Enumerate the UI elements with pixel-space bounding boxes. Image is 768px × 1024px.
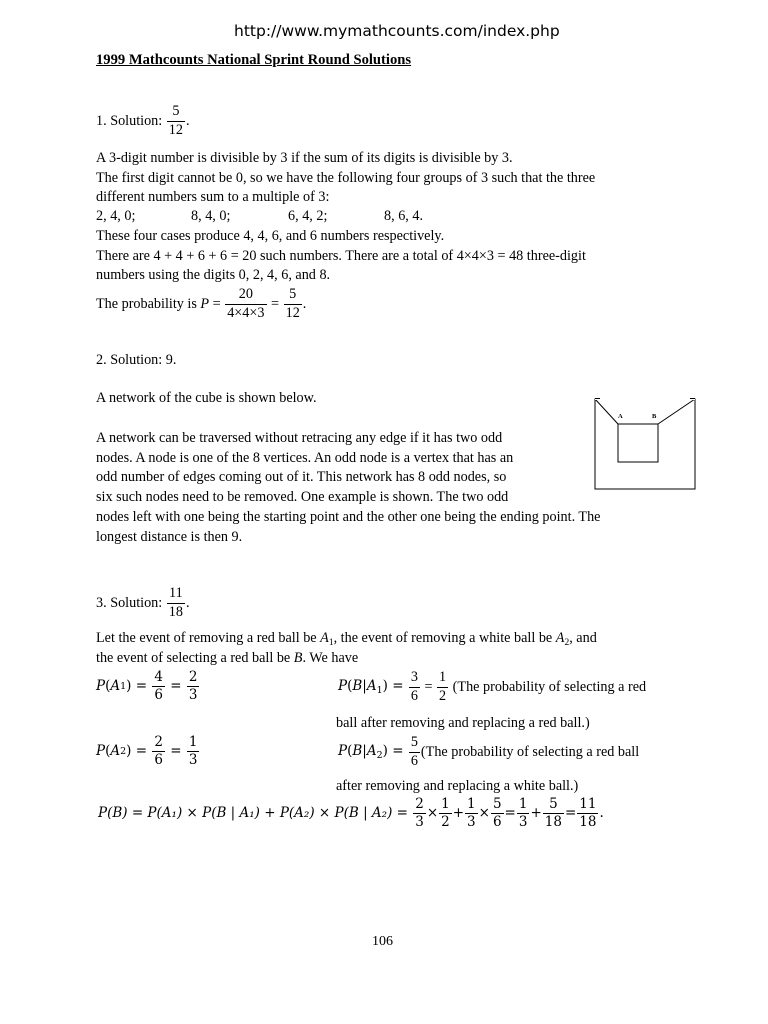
pa2-n2: 1: [188, 734, 198, 750]
p2-line-6: nodes left with one being the starting point and the other one being the ending point. The: [96, 509, 601, 525]
p1-P: P: [200, 295, 210, 312]
pa1-n2: 2: [188, 669, 198, 685]
edge-a-diagonal: [595, 399, 618, 424]
p1-f1-num: 20: [238, 286, 253, 302]
pa2-d1: 6: [154, 751, 163, 768]
pba2-B: B: [352, 743, 363, 760]
final-frac-6: [543, 797, 564, 830]
p3-ans-den: 18: [168, 603, 183, 620]
pba1-d2: 2: [439, 687, 447, 704]
pba1-d1: 6: [410, 687, 418, 704]
cube-network-diagram: [594, 398, 696, 490]
pba1-note: (The probability of selecting a red: [452, 678, 647, 695]
pba2-d: 6: [410, 752, 418, 769]
p2-line-7: longest distance is then 9.: [96, 529, 243, 545]
p3-final-equation: P(B) = P(A₁) × P(B | A₁) + P(A₂) × P(B | A₂) = $\frac{2}{3}$ × $\frac{1}{2}$ + $\frac{1}{3}$ × $\frac{5}{6}$ = $\frac{1}{3}$ + $\frac{5}{18}$ = $\frac{11}{18}$ .: [98, 796, 604, 830]
p3-answer-fraction: [167, 586, 185, 620]
final-frac-2: [439, 797, 452, 830]
pa2-A: A: [110, 743, 121, 760]
pa1-n1: 4: [154, 669, 163, 685]
p3-pa1-equation: P ( A 1 ) = $\frac{4}{6}$ = $\frac{2}{3}$: [96, 669, 198, 703]
node-a-label: A: [618, 413, 623, 420]
pba1-n1: 3: [410, 669, 418, 685]
p1-line-1: A 3-digit number is divisible by 3 if the sum of its digits is divisible by 3.: [96, 150, 513, 166]
pa1-d2: 3: [188, 686, 198, 703]
ff2-n: 1: [441, 796, 450, 812]
p3-l1b: , the event of removing a white ball be: [333, 630, 556, 646]
p3-A2-sub: 2: [564, 638, 570, 648]
p3-A2: A: [555, 630, 565, 646]
p1-group-1: 2, 4, 0;: [96, 208, 136, 224]
pa1-d1: 6: [154, 686, 163, 703]
final-frac-4: [491, 797, 504, 830]
ff6-d: 18: [544, 813, 562, 830]
edge-b-diagonal: [658, 399, 695, 424]
ff6-n: 5: [549, 796, 558, 812]
p1-group-2: 8, 4, 0;: [191, 208, 231, 224]
p1-line-6: There are 4 + 4 + 6 + 6 = 20 such numbers. There are a total of 4×4×3 = 48 three-digit: [96, 248, 586, 264]
p2-line-3: nodes. A node is one of the 8 vertices. An odd node is a vertex that has an: [96, 450, 514, 466]
p1-f1-den: 4×4×3: [227, 304, 265, 321]
p1-group-3: 6, 4, 2;: [288, 208, 328, 224]
ff2-d: 2: [441, 813, 450, 830]
p3-A1: A: [320, 630, 329, 646]
ff3-n: 1: [467, 796, 476, 812]
pa2-n1: 2: [154, 734, 163, 750]
p3-label: 3. Solution:: [96, 594, 163, 611]
p1-group-4: 8, 6, 4.: [384, 208, 424, 224]
ff3-d: 3: [467, 813, 476, 830]
p3-solution-line: 3. Solution: $\frac{11}{18}$ .: [96, 585, 190, 620]
pa1-frac-1: [152, 670, 165, 703]
p3-A1-sub: 1: [328, 638, 334, 648]
ff5-d: 3: [518, 813, 528, 830]
p1-prob-fraction-2: [284, 287, 302, 321]
p2-line-1: A network of the cube is shown below.: [96, 390, 317, 406]
p2-label: 2. Solution: 9.: [96, 352, 177, 368]
ff1-d: 3: [415, 813, 424, 830]
p1-label: 1. Solution:: [96, 112, 163, 129]
p3-pba1-equation: $P(B|A_1)$ = $\frac{3}{6}$ = $\frac{1}{2}$ (The probability of selecting a red: [338, 669, 647, 704]
final-frac-5: [517, 797, 530, 830]
final-frac-3: [465, 797, 478, 830]
p1-probability-line: The probability is P = $\frac{20}{4\times 4\times 3}$ = $\frac{5}{12}$ .: [96, 286, 307, 321]
pba1-n2: 1: [439, 669, 447, 685]
p1-line-7: numbers using the digits 0, 2, 4, 6, and 8.: [96, 267, 331, 283]
pba2-n: 5: [410, 734, 418, 750]
p1-f2-num: 5: [289, 286, 297, 302]
page-number: 106: [372, 934, 393, 949]
pba1-sub: 1: [376, 685, 383, 697]
pba2-note: (The probability of selecting a red ball: [420, 743, 640, 760]
pa2-d2: 3: [188, 751, 198, 768]
pba1-frac-1: [409, 670, 420, 704]
p1-ans-den: 12: [168, 121, 183, 138]
p3-ans-num: 11: [169, 585, 183, 601]
p3-l2a: the event of selecting a red ball be: [96, 650, 294, 666]
p1-answer-fraction: [167, 104, 185, 138]
p1-prob-label: The probability is: [96, 295, 197, 312]
pa1-frac-2: [187, 670, 200, 703]
document-title: 1999 Mathcounts National Sprint Round Solutions: [96, 52, 412, 68]
node-b-label: B: [652, 413, 657, 420]
p3-line-1: [96, 630, 597, 648]
pa1-sub: 1: [120, 680, 127, 692]
final-frac-1: [413, 797, 426, 830]
header-url: http://www.mymathcounts.com/index.php: [234, 22, 560, 40]
pba1-A: A: [366, 678, 377, 695]
p3-l2b: . We have: [302, 650, 359, 666]
p3-pba2-equation: $P(B|A_2)$ = $\frac{5}{6}$ (The probability of selecting a red ball: [338, 734, 640, 769]
ff7-n: 11: [579, 796, 597, 812]
cube-network-figure: [594, 398, 696, 490]
pba1-B: B: [352, 678, 363, 695]
p3-l1c: , and: [569, 630, 597, 646]
pba2-A: A: [366, 743, 377, 760]
p1-ans-num: 5: [172, 103, 180, 119]
final-lhs: P(B) = P(A₁) × P(B | A₁) + P(A₂) × P(B | A₂) =: [98, 805, 408, 822]
p3-B: B: [293, 650, 303, 666]
p2-line-5: six such nodes need to be removed. One example is shown. The two odd: [96, 489, 509, 505]
pba2-sub: 2: [376, 750, 383, 762]
p3-l1a: Let the event of removing a red ball be: [96, 630, 321, 646]
p1-line-3: different numbers sum to a multiple of 3:: [96, 189, 330, 205]
ff7-d: 18: [579, 813, 597, 830]
final-frac-7: [577, 797, 598, 830]
inner-square: [618, 424, 658, 462]
p1-line-5: These four cases produce 4, 4, 6, and 6 numbers respectively.: [96, 228, 445, 244]
p1-prob-fraction-1: [225, 287, 266, 321]
pa2-frac-1: [152, 735, 165, 768]
pba1-note-2: ball after removing and replacing a red ball.): [336, 715, 590, 731]
pa2-sub: 2: [120, 745, 127, 757]
p1-f2-den: 12: [285, 304, 300, 321]
ff4-n: 5: [492, 796, 502, 812]
p2-line-4: odd number of edges coming out of it. This network has 8 odd nodes, so: [96, 469, 507, 485]
p1-line-2: The first digit cannot be 0, so we have the following four groups of 3 such that the three: [96, 170, 596, 186]
pa1-A: A: [110, 678, 121, 695]
ff1-n: 2: [415, 796, 424, 812]
pba1-frac-2: [437, 670, 448, 704]
p2-line-2: A network can be traversed without retracing any edge if it has two odd: [96, 430, 503, 446]
ff4-d: 6: [492, 813, 502, 830]
pba2-note-2: after removing and replacing a white ball.): [336, 778, 579, 794]
outer-square: [595, 399, 695, 489]
p3-pa2-equation: P ( A 2 ) = $\frac{2}{6}$ = $\frac{1}{3}$: [96, 734, 198, 768]
p3-line-2: [96, 650, 358, 667]
ff5-n: 1: [518, 796, 528, 812]
pba2-frac: [409, 735, 420, 769]
pa2-frac-2: [187, 735, 200, 768]
p1-solution-line: 1. Solution: $\frac{5}{12}$ .: [96, 103, 190, 138]
